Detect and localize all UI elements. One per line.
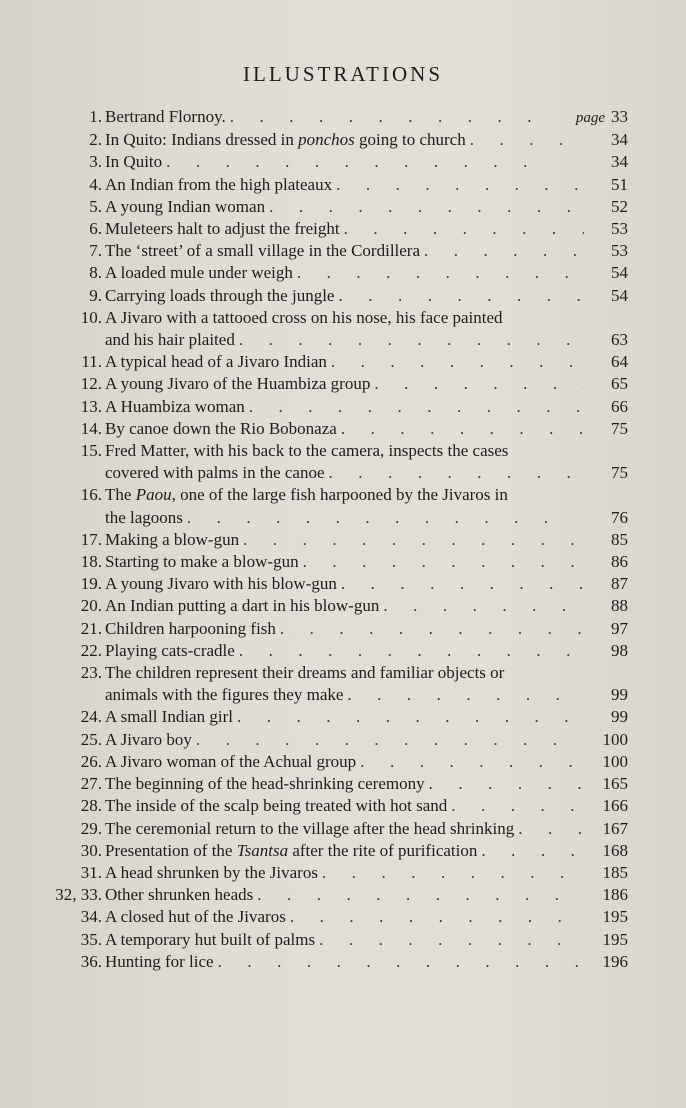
dot-leader <box>162 151 584 173</box>
item-number: 31. <box>80 862 102 882</box>
dot-leader <box>293 262 584 284</box>
list-item <box>48 285 628 307</box>
item-number: 14. <box>80 418 102 438</box>
dot-leader <box>245 396 584 418</box>
item-caption: the lagoons <box>105 507 183 527</box>
dot-leader <box>356 751 584 773</box>
page-number: 88 <box>611 596 628 616</box>
list-item <box>48 174 628 196</box>
page-number: 54 <box>611 285 628 305</box>
item-number: 23. <box>80 663 102 683</box>
page-number: page 33 <box>575 107 628 126</box>
page-number: 195 <box>602 907 628 927</box>
item-number: 28. <box>80 796 102 816</box>
list-item <box>48 373 628 395</box>
item-caption: A small Indian girl <box>105 707 233 727</box>
item-number: 9. <box>89 285 102 305</box>
list-item <box>48 307 628 351</box>
page-number: 99 <box>611 707 628 727</box>
item-caption: covered with palms in the canoe <box>105 463 325 483</box>
item-caption: The inside of the scalp being treated with hot sand <box>105 796 448 816</box>
item-number: 21. <box>80 618 102 638</box>
item-caption: A loaded mule under weigh <box>105 263 293 283</box>
item-caption: Children harpooning fish <box>105 618 276 638</box>
page-number: 53 <box>611 241 628 261</box>
item-number: 22. <box>80 640 102 660</box>
item-number: 32, 33. <box>55 885 102 905</box>
item-caption: Carrying loads through the jungle <box>105 285 335 305</box>
dot-leader <box>315 929 584 951</box>
item-number: 4. <box>89 174 102 194</box>
item-number: 27. <box>80 774 102 794</box>
dot-leader <box>327 351 584 373</box>
item-number: 8. <box>89 263 102 283</box>
list-item <box>48 951 628 973</box>
page-number: 86 <box>611 552 628 572</box>
page-number: 52 <box>611 196 628 216</box>
item-caption: The ceremonial return to the village after the head shrinking <box>105 818 515 838</box>
list-item <box>48 773 628 795</box>
item-caption: In Quito <box>105 152 163 172</box>
list-item <box>48 884 628 906</box>
item-caption: Muleteers halt to adjust the freight <box>105 219 340 239</box>
item-caption: A temporary hut built of palms <box>105 929 316 949</box>
page-number: 64 <box>611 352 628 372</box>
page-number: 63 <box>611 330 628 350</box>
dot-leader <box>276 618 584 640</box>
item-caption: Playing cats-cradle <box>105 640 235 660</box>
dot-leader <box>192 729 584 751</box>
list-item <box>48 396 628 418</box>
list-item <box>48 840 628 862</box>
item-number: 34. <box>80 907 102 927</box>
list-item <box>48 484 628 528</box>
item-caption: The ‘street’ of a small village in the Cordillera <box>105 241 421 261</box>
item-number: 30. <box>80 840 102 860</box>
dot-leader <box>183 507 584 529</box>
page-number: 75 <box>611 463 628 483</box>
item-number: 11. <box>81 352 102 372</box>
dot-leader <box>477 840 584 862</box>
page-title: ILLUSTRATIONS <box>243 62 443 86</box>
item-caption: Bertrand Flornoy. <box>105 107 226 126</box>
item-caption: Other shrunken heads <box>105 885 254 905</box>
item-number: 16. <box>80 485 102 505</box>
item-caption: A typical head of a Jivaro Indian <box>105 352 327 372</box>
item-number: 35. <box>80 929 102 949</box>
item-caption: animals with the figures they make <box>105 685 344 705</box>
page-number: 85 <box>611 529 628 549</box>
dot-leader <box>343 684 584 706</box>
item-number: 7. <box>89 241 102 261</box>
dot-leader <box>447 795 584 817</box>
dot-leader <box>337 573 584 595</box>
item-number: 24. <box>80 707 102 727</box>
page-number: 53 <box>611 219 628 239</box>
dot-leader <box>425 773 584 795</box>
page-number: 34 <box>611 152 628 172</box>
item-caption: Fred Matter, with his back to the camera, inspects the cases <box>105 441 509 461</box>
dot-leader <box>235 640 584 662</box>
item-number: 25. <box>80 729 102 749</box>
list-item <box>48 129 628 151</box>
dot-leader <box>253 884 584 906</box>
dot-leader <box>379 595 584 617</box>
list-item <box>48 929 628 951</box>
page-number: 76 <box>611 507 628 527</box>
item-caption: An Indian putting a dart in his blow-gun <box>105 596 380 616</box>
item-number: 6. <box>89 219 102 239</box>
item-number: 10. <box>80 307 102 327</box>
page-number: 167 <box>602 818 628 838</box>
item-number: 1. <box>89 107 102 126</box>
dot-leader <box>370 373 584 395</box>
item-caption: The Paou, one of the large fish harpooned by the Jivaros in <box>105 485 508 505</box>
dot-leader <box>466 129 584 151</box>
dot-leader <box>340 218 584 240</box>
list-item <box>48 640 628 662</box>
item-caption: A head shrunken by the Jivaros <box>105 862 318 882</box>
page-label: page <box>575 110 605 126</box>
page-number: 66 <box>611 396 628 416</box>
item-caption: and his hair plaited <box>105 330 235 350</box>
list-item <box>48 351 628 373</box>
item-number: 2. <box>89 130 102 150</box>
item-number: 20. <box>80 596 102 616</box>
dot-leader <box>420 240 584 262</box>
dot-leader <box>514 818 584 840</box>
page-number: 168 <box>602 840 628 860</box>
list-item <box>48 440 628 484</box>
item-number: 29. <box>80 818 102 838</box>
dot-leader <box>265 196 584 218</box>
page-number: 100 <box>602 729 628 749</box>
item-caption: The beginning of the head-shrinking ceremony <box>105 774 425 794</box>
item-caption: A young Jivaro of the Huambiza group <box>105 374 371 394</box>
page-number: 97 <box>611 618 628 638</box>
dot-leader <box>332 174 584 196</box>
list-item <box>48 529 628 551</box>
page-number: 51 <box>611 174 628 194</box>
page-number: 87 <box>611 574 628 594</box>
list-item <box>48 662 628 706</box>
dot-leader <box>214 951 584 973</box>
page-number: 166 <box>602 796 628 816</box>
list-item <box>48 751 628 773</box>
item-caption: A Jivaro woman of the Achual group <box>105 751 357 771</box>
list-item <box>48 262 628 284</box>
item-number: 18. <box>80 552 102 572</box>
list-item <box>48 595 628 617</box>
list-item <box>48 906 628 928</box>
list-item <box>48 573 628 595</box>
dot-leader <box>235 329 584 351</box>
page-number: 98 <box>611 640 628 660</box>
dot-leader <box>233 706 584 728</box>
list-item <box>48 418 628 440</box>
page-number: 99 <box>611 685 628 705</box>
dot-leader <box>239 529 584 551</box>
list-item <box>48 240 628 262</box>
list-item <box>48 795 628 817</box>
page-number: 65 <box>611 374 628 394</box>
page-number: 75 <box>611 418 628 438</box>
item-caption: Making a blow-gun <box>105 529 240 549</box>
page-number: 100 <box>602 751 628 771</box>
dot-leader <box>286 906 584 928</box>
list-item <box>48 196 628 218</box>
item-number: 3. <box>89 152 102 172</box>
page-number: 196 <box>602 951 628 971</box>
list-item <box>48 706 628 728</box>
item-caption: A Huambiza woman <box>105 396 245 416</box>
dot-leader <box>337 418 584 440</box>
list-item <box>48 862 628 884</box>
page-number: 185 <box>602 862 628 882</box>
item-caption: By canoe down the Rio Bobonaza <box>105 418 337 438</box>
item-caption: Hunting for lice <box>105 951 214 971</box>
item-number: 19. <box>80 574 102 594</box>
item-caption: A Jivaro boy <box>105 729 192 749</box>
page-number: 186 <box>602 885 628 905</box>
list-item <box>48 106 628 129</box>
dot-leader <box>334 285 584 307</box>
dot-leader <box>226 106 538 128</box>
item-number: 36. <box>80 951 102 971</box>
item-caption: An Indian from the high plateaux <box>105 174 333 194</box>
dot-leader <box>299 551 584 573</box>
item-caption: The children represent their dreams and familiar objects or <box>105 663 505 683</box>
item-number: 17. <box>80 529 102 549</box>
item-number: 26. <box>80 751 102 771</box>
item-caption: A young Indian woman <box>105 196 266 216</box>
item-caption: A closed hut of the Jivaros <box>105 907 286 927</box>
item-number: 15. <box>80 441 102 461</box>
dot-leader <box>318 862 584 884</box>
item-caption: A Jivaro with a tattooed cross on his nose, his face painted <box>105 307 503 327</box>
item-caption: Presentation of the Tsantsa after the rite of purification <box>105 840 478 860</box>
list-item <box>48 818 628 840</box>
dot-leader <box>325 462 584 484</box>
page-number: 54 <box>611 263 628 283</box>
item-caption: In Quito: Indians dressed in ponchos going to church <box>105 130 466 150</box>
page-number: 34 <box>611 130 628 150</box>
item-number: 13. <box>80 396 102 416</box>
list-item <box>48 729 628 751</box>
list-item <box>48 551 628 573</box>
item-number: 5. <box>89 196 102 216</box>
illustration-list <box>48 106 628 973</box>
page-number: 195 <box>602 929 628 949</box>
item-caption: A young Jivaro with his blow-gun <box>105 574 337 594</box>
item-number: 12. <box>80 374 102 394</box>
list-item <box>48 151 628 173</box>
item-caption: Starting to make a blow-gun <box>105 552 299 572</box>
list-item <box>48 618 628 640</box>
list-item <box>48 218 628 240</box>
page-number: 165 <box>602 774 628 794</box>
